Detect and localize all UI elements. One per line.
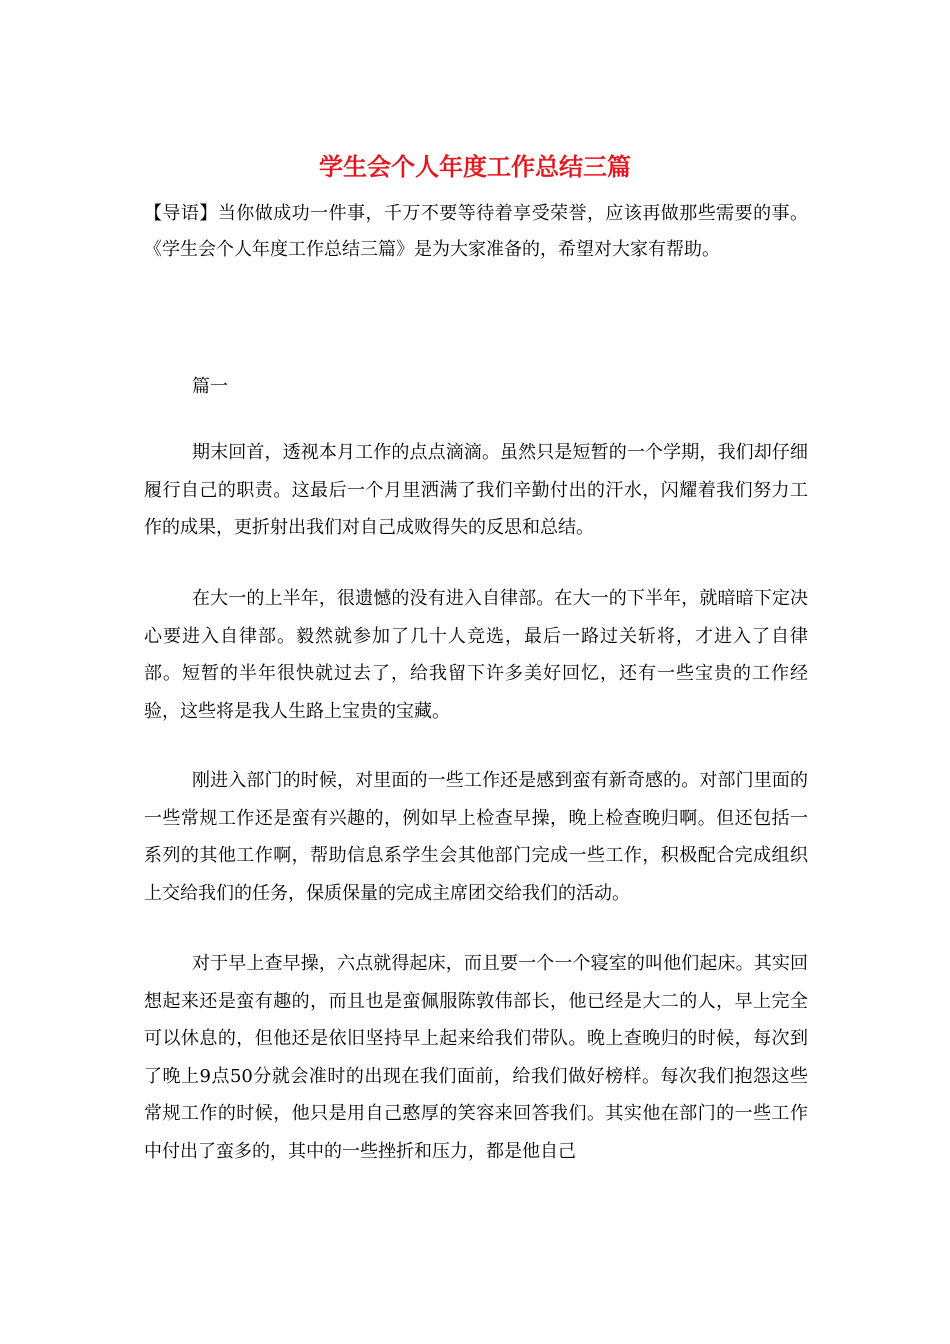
body-paragraph-2: 在大一的上半年，很遗憾的没有进入自律部。在大一的下半年，就暗暗下定决心要进入自律部。毅然就参加了几十人竞选，最后一路过关斩将，才进入了自律部。短暂的半年很快就过去了，给我留下许多美好回忆，还有一些宝贵的工作经验，这些将是我人生路上宝贵的宝藏。 — [144, 588, 808, 722]
intro-paragraph: 【导语】当你做成功一件事，千万不要等待着享受荣誉，应该再做那些需要的事。《学生会个人年度工作总结三篇》是为大家准备的，希望对大家有帮助。 — [144, 203, 808, 260]
document-title: 学生会个人年度工作总结三篇 — [319, 152, 631, 181]
body-paragraph-3: 刚进入部门的时候，对里面的一些工作还是感到蛮有新奇感的。对部门里面的一些常规工作还是蛮有兴趣的，例如早上检查早操，晚上检查晚归啊。但还包括一系列的其他工作啊，帮助信息系学生会其他部门完成一些工作，积极配合完成组织上交给我们的任务，保质保量的完成主席团交给我们的活动。 — [144, 770, 808, 904]
body-paragraph-1: 期末回首，透视本月工作的点点滴滴。虽然只是短暂的一个学期，我们却仔细履行自己的职责。这最后一个月里洒满了我们辛勤付出的汗水，闪耀着我们努力工作的成果，更折射出我们对自己成败得失的反思和总结。 — [144, 442, 808, 538]
section-label: 篇一 — [192, 376, 228, 397]
body-paragraph-4: 对于早上查早操，六点就得起床，而且要一个一个寝室的叫他们起床。其实回想起来还是蛮有趣的，而且也是蛮佩服陈敦伟部长，他已经是大二的人，早上完全可以休息的，但他还是依旧坚持早上起来给我们带队。晚上查晚归的时候，每次到了晚上9点50分就会准时的出现在我们面前，给我们做好榜样。每次我们抱怨这些常规工作的时候，他只是用自己憨厚的笑容来回答我们。其实他在部门的一些工作中付出了蛮多的，其中的一些挫折和压力，都是他自己 — [144, 953, 808, 1162]
